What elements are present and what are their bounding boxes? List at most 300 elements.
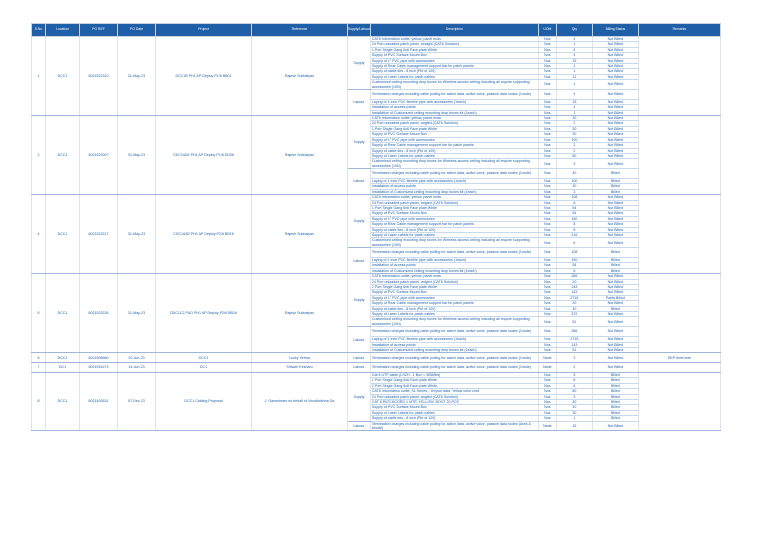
cell-remarks[interactable] (638, 317, 720, 327)
cell-project[interactable]: DDC1C2 P&O PH1 AP Deploy P2/6 BB16 (156, 274, 252, 353)
cell-supply-labour[interactable]: Labour (348, 327, 371, 353)
cell-billing-status[interactable]: Not Billed (592, 353, 638, 363)
col-header-reference[interactable]: Reference (252, 24, 348, 37)
cell-billing-status[interactable]: Not Billed (592, 222, 638, 227)
cell-supply-labour[interactable]: Labour (348, 421, 371, 431)
cell-billing-status[interactable]: Billed (592, 389, 638, 394)
cell-billing-status[interactable]: Billed (592, 410, 638, 415)
cell-billing-status[interactable]: Not Billed (592, 200, 638, 205)
cell-billing-status[interactable]: Billed (592, 258, 638, 263)
cell-uom[interactable]: Nos (538, 389, 556, 394)
cell-uom[interactable]: Nos (538, 337, 556, 342)
cell-qty[interactable]: 3 (556, 353, 592, 363)
cell-po-date[interactable]: 07-Dec-23 (118, 372, 156, 430)
cell-qty[interactable]: 3 (556, 394, 592, 399)
cell-uom[interactable]: Nos (538, 383, 556, 388)
cell-remarks[interactable] (638, 159, 720, 169)
cell-description[interactable]: 1 Port Single Gang 6x6 Face plate White (370, 47, 538, 52)
cell-supply-labour[interactable]: Labour (348, 353, 371, 363)
cell-qty[interactable]: 100 (556, 137, 592, 142)
cell-qty[interactable]: 3 (556, 189, 592, 194)
cell-billing-status[interactable]: Not Billed (592, 37, 638, 42)
cell-po-date[interactable]: 20-Jun-23 (118, 353, 156, 363)
cell-description[interactable]: Supply of Laser Labels for patch cables (370, 312, 538, 317)
cell-uom[interactable]: Nos (538, 227, 556, 232)
cell-billing-status[interactable]: Not Billed (592, 195, 638, 200)
cell-billing-status[interactable]: Billed (592, 184, 638, 189)
cell-billing-status[interactable]: Not Billed (592, 137, 638, 142)
cell-billing-status[interactable]: Billed (592, 169, 638, 179)
cell-uom[interactable]: Nos (538, 279, 556, 284)
cell-uom[interactable]: Nos (538, 258, 556, 263)
cell-uom[interactable]: Nos (538, 110, 556, 115)
cell-description[interactable]: Supply of PVC Surface Mount Box (370, 405, 538, 410)
cell-description[interactable]: Installation of Customized ceiling mounting drop boxes kit (1each) (370, 189, 538, 194)
col-header-uom[interactable]: UOM (538, 24, 556, 37)
cell-location[interactable]: DCC1 (46, 353, 80, 363)
cell-billing-status[interactable]: Not Billed (592, 347, 638, 352)
cell-qty[interactable]: 2 (556, 363, 592, 373)
cell-uom[interactable]: Nos (538, 153, 556, 158)
cell-qty[interactable]: 1 (556, 80, 592, 90)
cell-billing-status[interactable]: Not Billed (592, 132, 638, 137)
cell-qty[interactable]: 30 (556, 399, 592, 404)
cell-s-no[interactable]: 2 (32, 116, 46, 195)
cell-billing-status[interactable]: Not Billed (592, 90, 638, 100)
cell-uom[interactable]: Nos (538, 312, 556, 317)
cell-description[interactable]: Installation of access points (370, 263, 538, 268)
cell-description[interactable]: Supply of cable ties - 8 inch (Pkt of 100) (370, 416, 538, 421)
cell-description[interactable]: 24 Port unloaded patch panel, angled (CAT6 Solution) (370, 200, 538, 205)
cell-uom[interactable]: Nos (538, 416, 556, 421)
cell-uom[interactable]: Nos (538, 342, 556, 347)
cell-uom[interactable]: Nos (538, 205, 556, 210)
cell-uom[interactable]: Node (538, 353, 556, 363)
cell-qty[interactable]: 6 (556, 268, 592, 273)
cell-qty[interactable]: 12 (556, 74, 592, 79)
cell-qty[interactable]: 286 (556, 274, 592, 279)
cell-po-ref[interactable]: 6021523007 (80, 116, 118, 195)
cell-uom[interactable]: Nos (538, 64, 556, 69)
cell-description[interactable]: 1 Port Single Gang 6x6 Face plate White (370, 205, 538, 210)
cell-qty[interactable]: 2 (556, 121, 592, 126)
cell-qty[interactable]: 20 (556, 279, 592, 284)
cell-uom[interactable]: Nos (538, 301, 556, 306)
table-row[interactable] (32, 37, 721, 42)
cell-uom[interactable]: Nos (538, 53, 556, 58)
cell-reference[interactable]: Shivam Kesharu (252, 363, 348, 373)
cell-billing-status[interactable]: Not Billed (592, 363, 638, 373)
cell-description[interactable]: Supply of 1" PVC pipe with accessories (370, 216, 538, 221)
cell-uom[interactable]: Nos (538, 90, 556, 100)
cell-po-date[interactable]: 14-Jun-23 (118, 363, 156, 373)
cell-qty[interactable]: 40 (556, 306, 592, 311)
cell-description[interactable]: Supply of Rear Cable management support bar for patch panels (370, 301, 538, 306)
cell-description[interactable]: CAT6 Information outlet, SL Series, , Keyton data, Yellow color cord (370, 389, 538, 394)
cell-supply-labour[interactable]: Supply (348, 116, 371, 169)
cell-billing-status[interactable]: Not Billed (592, 274, 638, 279)
cell-qty[interactable]: 4 (556, 47, 592, 52)
cell-description[interactable]: Installation of access points (370, 342, 538, 347)
cell-location[interactable]: DCC1 (46, 195, 80, 274)
cell-remarks[interactable] (638, 90, 720, 100)
cell-reference[interactable]: Lucky Verma (252, 353, 348, 363)
col-header-po-date[interactable]: PO Date (118, 24, 156, 37)
cell-billing-status[interactable]: Not Billed (592, 143, 638, 148)
cell-qty[interactable]: 8 (556, 378, 592, 383)
cell-billing-status[interactable]: Not Billed (592, 64, 638, 69)
cell-po-ref[interactable]: 6021493631 (80, 372, 118, 430)
cell-billing-status[interactable]: Billed (592, 405, 638, 410)
cell-description[interactable]: Supply of Rear Cable management support bar for patch panels (370, 143, 538, 148)
cell-description[interactable]: Supply of Laser Labels for patch cables (370, 233, 538, 238)
cell-billing-status[interactable]: Not Billed (592, 227, 638, 232)
cell-description[interactable]: Supply of 1" PVC pipe with accessories (370, 58, 538, 63)
cell-description[interactable]: 24 Port unloaded patch panel, angled (CAT6 Solution) (370, 279, 538, 284)
table-row[interactable] (32, 195, 721, 200)
cell-qty[interactable]: 150 (556, 258, 592, 263)
cell-billing-status[interactable]: Partly Billed (592, 295, 638, 300)
col-header-billing-status[interactable]: Billing Status (592, 24, 638, 37)
cell-uom[interactable]: Node (538, 363, 556, 373)
cell-description[interactable]: Installation of Customized ceiling mounting drop boxes kit (1each) (370, 110, 538, 115)
cell-project[interactable]: CDC1&B2 PH1 AP Deploy P1/6 DD06 (156, 116, 252, 195)
cell-billing-status[interactable]: Billed (592, 268, 638, 273)
cell-uom[interactable]: Nos (538, 148, 556, 153)
cell-billing-status[interactable]: Billed (592, 248, 638, 258)
cell-billing-status[interactable]: Not Billed (592, 110, 638, 115)
cell-qty[interactable]: 1 (556, 64, 592, 69)
cell-qty[interactable]: 8 (556, 222, 592, 227)
cell-description[interactable]: Termination charges including cable pulling for active data, active voice, passive data nodes (1node) (370, 248, 538, 258)
cell-location[interactable]: DCC1 (46, 37, 80, 116)
cell-qty[interactable]: 572 (556, 312, 592, 317)
cell-billing-status[interactable]: Billed (592, 399, 638, 404)
cell-description[interactable]: Supply of Rear Cable management support bar for patch panels (370, 222, 538, 227)
cell-qty[interactable]: 3 (556, 159, 592, 169)
cell-description[interactable]: Laying of 1 Inch PVC flexible pipe with accessories (1each) (370, 178, 538, 183)
cell-description[interactable]: Laying of 1 Inch PVC flexible pipe with accessories (1each) (370, 99, 538, 104)
cell-qty[interactable]: 286 (556, 327, 592, 337)
cell-billing-status[interactable]: Not Billed (592, 153, 638, 158)
cell-billing-status[interactable]: Billed (592, 378, 638, 383)
cell-qty[interactable]: 10 (556, 405, 592, 410)
cell-location[interactable]: DCC1 (46, 116, 80, 195)
cell-uom[interactable]: Nos (538, 47, 556, 52)
cell-remarks[interactable]: DEP level wire (638, 353, 720, 363)
cell-uom[interactable]: Nos (538, 378, 556, 383)
cell-po-date[interactable]: 31-May-23 (118, 195, 156, 274)
cell-billing-status[interactable]: Not Billed (592, 69, 638, 74)
cell-description[interactable]: Supply of cable ties - 8 inch (Pkt of 100) (370, 69, 538, 74)
cell-billing-status[interactable]: Billed (592, 416, 638, 421)
cell-description[interactable]: 24 Port unloaded patch panel, straight (CAT6 Solution) (370, 42, 538, 47)
cell-uom[interactable]: Nos (538, 285, 556, 290)
cell-uom[interactable]: Nos (538, 69, 556, 74)
cell-billing-status[interactable]: Not Billed (592, 317, 638, 327)
cell-reference[interactable]: Rajesh Subbaiyan (252, 195, 348, 274)
cell-billing-status[interactable]: Not Billed (592, 116, 638, 121)
cell-billing-status[interactable]: Not Billed (592, 211, 638, 216)
cell-uom[interactable]: Nos (538, 143, 556, 148)
cell-uom[interactable]: Nos (538, 178, 556, 183)
col-header-po-ref[interactable]: PO REF (80, 24, 118, 37)
cell-uom[interactable]: Nos (538, 295, 556, 300)
cell-qty[interactable]: 143 (556, 285, 592, 290)
cell-billing-status[interactable]: Billed (592, 178, 638, 183)
cell-qty[interactable]: 6 (556, 238, 592, 248)
cell-billing-status[interactable]: Not Billed (592, 47, 638, 52)
cell-supply-labour[interactable]: Labour (348, 90, 371, 116)
cell-project[interactable]: DCC1 Cabling Proposal (156, 372, 252, 430)
cell-supply-labour[interactable]: Supply (348, 372, 371, 421)
cell-qty[interactable]: 216 (556, 233, 592, 238)
cell-qty[interactable]: 150 (556, 216, 592, 221)
cell-qty[interactable]: 4 (556, 53, 592, 58)
cell-s-no[interactable]: 4 (32, 195, 46, 274)
cell-description[interactable]: Supply of 1" PVC pipe with accessories (370, 137, 538, 142)
cell-billing-status[interactable]: Billed (592, 306, 638, 311)
cell-description[interactable]: Termination charges including cable pulling for active data, active voice, passive data nodes (1node) (370, 327, 538, 337)
cell-project[interactable]: DCC1B PH1 AP Deploy P1/6 BB01 (156, 37, 252, 116)
cell-qty[interactable]: 5 (556, 372, 592, 377)
cell-po-date[interactable]: 31-May-23 (118, 37, 156, 116)
cell-billing-status[interactable]: Not Billed (592, 279, 638, 284)
cell-location[interactable]: DC1 (46, 363, 80, 373)
cell-billing-status[interactable]: Not Billed (592, 159, 638, 169)
cell-qty[interactable]: 1 (556, 69, 592, 74)
table-row[interactable] (32, 363, 721, 373)
cell-description[interactable]: Supply of cable ties - 8 inch (Pkt of 100) (370, 148, 538, 153)
cell-uom[interactable]: Nos (538, 394, 556, 399)
cell-qty[interactable]: 40 (556, 169, 592, 179)
cell-billing-status[interactable]: Not Billed (592, 421, 638, 431)
cell-reference[interactable]: J. Ganeshram on behalf of Vinodkrishna Ga (252, 372, 348, 430)
cell-s-no[interactable]: 7 (32, 363, 46, 373)
cell-qty[interactable]: 108 (556, 248, 592, 258)
cell-remarks[interactable] (638, 248, 720, 258)
cell-qty[interactable]: 1 (556, 110, 592, 115)
cell-billing-status[interactable]: Not Billed (592, 126, 638, 131)
cell-billing-status[interactable]: Not Billed (592, 337, 638, 342)
cell-qty[interactable]: 51 (556, 347, 592, 352)
cell-billing-status[interactable]: Billed (592, 263, 638, 268)
cell-uom[interactable]: Nos (538, 327, 556, 337)
cell-description[interactable]: Termination charges including cable pulling for active data, active voice, passive data nodes (1node) (370, 353, 538, 363)
cell-location[interactable]: DCC1 (46, 274, 80, 353)
cell-description[interactable]: CAT6 Information outlet, yellow, panel ends (370, 274, 538, 279)
cell-description[interactable]: Installation of access points (370, 184, 538, 189)
cell-uom[interactable]: Nos (538, 290, 556, 295)
cell-billing-status[interactable]: Not Billed (592, 233, 638, 238)
col-header-remarks[interactable]: Remarks (638, 24, 720, 37)
cell-qty[interactable]: 2715 (556, 337, 592, 342)
cell-qty[interactable]: 108 (556, 195, 592, 200)
col-header-description[interactable]: Description (370, 24, 538, 37)
cell-uom[interactable]: Nos (538, 317, 556, 327)
cell-description[interactable]: Termination charges including cable pulling for active data, active voice, passive data nodes (1node) (370, 169, 538, 179)
cell-supply-labour[interactable]: Supply (348, 37, 371, 90)
cell-description[interactable]: 24 Port unloaded patch panel, angled (CAT6 Solution) (370, 121, 538, 126)
cell-description[interactable]: Supply of Laser Labels for patch cables (370, 153, 538, 158)
cell-qty[interactable]: 1 (556, 42, 592, 47)
cell-qty[interactable]: 80 (556, 153, 592, 158)
cell-uom[interactable]: Nos (538, 306, 556, 311)
cell-billing-status[interactable]: Not Billed (592, 205, 638, 210)
cell-qty[interactable]: 15 (556, 58, 592, 63)
cell-uom[interactable]: Nos (538, 105, 556, 110)
cell-uom[interactable]: Nos (538, 195, 556, 200)
cell-uom[interactable]: Nos (538, 399, 556, 404)
col-header-qty[interactable]: Qty (556, 24, 592, 37)
cell-qty[interactable]: 30 (556, 126, 592, 131)
cell-description[interactable]: 2 Port Single Gang 6x6 Face plate White (370, 383, 538, 388)
cell-description[interactable]: Termination charges including cable pulling for active data, active voice, passive data nodes (1node) (370, 90, 538, 100)
cell-qty[interactable]: 8 (556, 227, 592, 232)
cell-uom[interactable]: Nos (538, 405, 556, 410)
cell-billing-status[interactable]: Not Billed (592, 105, 638, 110)
cell-description[interactable]: Supply of PVC Surface Mount Box (370, 290, 538, 295)
cell-qty[interactable]: 80 (556, 389, 592, 394)
cell-supply-labour[interactable]: Supply (348, 274, 371, 327)
table-row[interactable] (32, 274, 721, 279)
cell-billing-status[interactable]: Not Billed (592, 53, 638, 58)
cell-qty[interactable]: 54 (556, 211, 592, 216)
cell-billing-status[interactable]: Not Billed (592, 327, 638, 337)
cell-uom[interactable]: Nos (538, 268, 556, 273)
cell-qty[interactable]: 20 (556, 301, 592, 306)
cell-qty[interactable]: 2 (556, 148, 592, 153)
cell-description[interactable]: Customised ceiling mounting drop boxes for Wireless access ceiling including all require supporting accessories (10N) (370, 159, 538, 169)
cell-project[interactable]: CDC1&B2 PH1 AP Deploy P2/6 BB16 (156, 195, 252, 274)
cell-supply-labour[interactable]: Supply (348, 195, 371, 248)
cell-po-ref[interactable]: 6021516273 (80, 363, 118, 373)
cell-s-no[interactable]: 5 (32, 274, 46, 353)
cell-description[interactable]: Termination charges including cable pulling for active data, active voice, passive data nodes (1node) (370, 363, 538, 373)
cell-qty[interactable]: 54 (556, 205, 592, 210)
cell-description[interactable]: Supply of PVC Surface Mount Box (370, 53, 538, 58)
cell-uom[interactable]: Nos (538, 248, 556, 258)
cell-supply-labour[interactable]: Labour (348, 363, 371, 373)
cell-description[interactable]: CAT6 Information outlet, yellow, panel ends (370, 37, 538, 42)
cell-description[interactable]: Installation of access points (370, 105, 538, 110)
col-header-project[interactable]: Project (156, 24, 252, 37)
cell-uom[interactable]: Nos (538, 200, 556, 205)
cell-uom[interactable]: Nos (538, 189, 556, 194)
cell-description[interactable]: 24 Port unloaded patch panel, angled (CAT6 Solution) (370, 394, 538, 399)
cell-uom[interactable]: Nos (538, 58, 556, 63)
cell-uom[interactable]: Nos (538, 263, 556, 268)
cell-qty[interactable]: 30 (556, 184, 592, 189)
cell-remarks[interactable] (638, 363, 720, 373)
col-header-s-no[interactable]: S.No (32, 24, 46, 37)
cell-description[interactable]: Supply of Rear Cable management support bar for patch panels (370, 64, 538, 69)
cell-uom[interactable]: Nos (538, 222, 556, 227)
col-header-supply-labour[interactable]: Supply/Labour (348, 24, 371, 37)
cell-qty[interactable]: 143 (556, 290, 592, 295)
cell-supply-labour[interactable]: Labour (348, 248, 371, 274)
cell-uom[interactable]: Nos (538, 211, 556, 216)
cell-billing-status[interactable]: Not Billed (592, 290, 638, 295)
cell-description[interactable]: CAT6 Information outlet, yellow, panel ends (370, 195, 538, 200)
cell-uom[interactable]: Nos (538, 274, 556, 279)
cell-billing-status[interactable]: Not Billed (592, 238, 638, 248)
cell-description[interactable]: Supply of Laser Labels for patch cables (370, 410, 538, 415)
cell-billing-status[interactable]: Not Billed (592, 121, 638, 126)
cell-qty[interactable]: 15 (556, 99, 592, 104)
cell-billing-status[interactable]: Not Billed (592, 342, 638, 347)
cell-description[interactable]: CAT 6 PATCHCORD 1 MTR, YELLOW, BOOT 20 PCS (370, 399, 538, 404)
cell-billing-status[interactable]: Not Billed (592, 301, 638, 306)
cell-uom[interactable]: Nos (538, 169, 556, 179)
cell-description[interactable]: Supply of 1" PVC pipe with accessories (370, 295, 538, 300)
cell-remarks[interactable] (638, 238, 720, 248)
cell-description[interactable]: Customised ceiling mounting drop boxes for Wireless access ceiling including all require supporting accessories (10N) (370, 317, 538, 327)
cell-uom[interactable]: Nos (538, 80, 556, 90)
cell-uom[interactable]: Nos (538, 121, 556, 126)
cell-billing-status[interactable]: Billed (592, 372, 638, 377)
cell-uom[interactable]: Nos (538, 137, 556, 142)
cell-qty[interactable]: 100 (556, 178, 592, 183)
cell-description[interactable]: Supply of PVC Surface Mount Box (370, 132, 538, 137)
cell-qty[interactable]: 143 (556, 342, 592, 347)
cell-uom[interactable]: Nos (538, 372, 556, 377)
cell-qty[interactable]: 51 (556, 317, 592, 327)
cell-reference[interactable]: Rajesh Subbaiyan (252, 116, 348, 195)
table-row[interactable] (32, 353, 721, 363)
cell-uom[interactable]: Nos (538, 126, 556, 131)
cell-description[interactable]: 1 Port Single Gang 6x6 Face plate White (370, 378, 538, 383)
cell-billing-status[interactable]: Not Billed (592, 80, 638, 90)
cell-qty[interactable]: 54 (556, 263, 592, 268)
cell-uom[interactable]: Nos (538, 159, 556, 169)
cell-billing-status[interactable]: Not Billed (592, 74, 638, 79)
cell-qty[interactable]: 30 (556, 410, 592, 415)
cell-billing-status[interactable]: Billed (592, 383, 638, 388)
cell-s-no[interactable]: 8 (32, 372, 46, 430)
cell-qty[interactable]: 6 (556, 383, 592, 388)
cell-description[interactable]: Termination charges including cable pulling for active data, active voice, passive data nodes (Area & 8node) (370, 421, 538, 431)
cell-uom[interactable]: Nos (538, 74, 556, 79)
cell-po-ref[interactable]: 6021508580 (80, 353, 118, 363)
cell-description[interactable]: Supply of cable ties - 8 inch (Pkt of 100) (370, 306, 538, 311)
cell-po-ref[interactable]: 6021523226 (80, 274, 118, 353)
cell-uom[interactable]: Nos (538, 238, 556, 248)
cell-supply-labour[interactable]: Labour (348, 169, 371, 195)
cell-billing-status[interactable]: Not Billed (592, 312, 638, 317)
cell-billing-status[interactable]: Not Billed (592, 42, 638, 47)
cell-billing-status[interactable]: Billed (592, 189, 638, 194)
cell-po-date[interactable]: 31-May-23 (118, 274, 156, 353)
cell-remarks[interactable] (638, 80, 720, 90)
cell-billing-status[interactable]: Not Billed (592, 285, 638, 290)
cell-description[interactable]: 1 Port Single Gang 6x6 Face plate White (370, 126, 538, 131)
cell-remarks[interactable] (638, 169, 720, 179)
table-row[interactable] (32, 116, 721, 121)
cell-description[interactable]: Cat 6 UTP cable (LSZH - 1 Box = 305Mtrs) (370, 372, 538, 377)
cell-uom[interactable]: Nos (538, 42, 556, 47)
cell-qty[interactable]: 4 (556, 105, 592, 110)
cell-description[interactable]: CAT6 Information outlet, yellow, panel ends (370, 116, 538, 121)
cell-qty[interactable]: 30 (556, 116, 592, 121)
cell-qty[interactable]: 1 (556, 416, 592, 421)
cell-qty[interactable]: 4 (556, 37, 592, 42)
cell-description[interactable]: 1 Port Single Gang 6x6 Face plate White (370, 285, 538, 290)
cell-po-ref[interactable]: 6021522310 (80, 37, 118, 116)
cell-description[interactable]: Installation of Customized ceiling mounting drop boxes kit (1each) (370, 347, 538, 352)
cell-uom[interactable]: Nos (538, 347, 556, 352)
cell-uom[interactable]: Nos (538, 116, 556, 121)
